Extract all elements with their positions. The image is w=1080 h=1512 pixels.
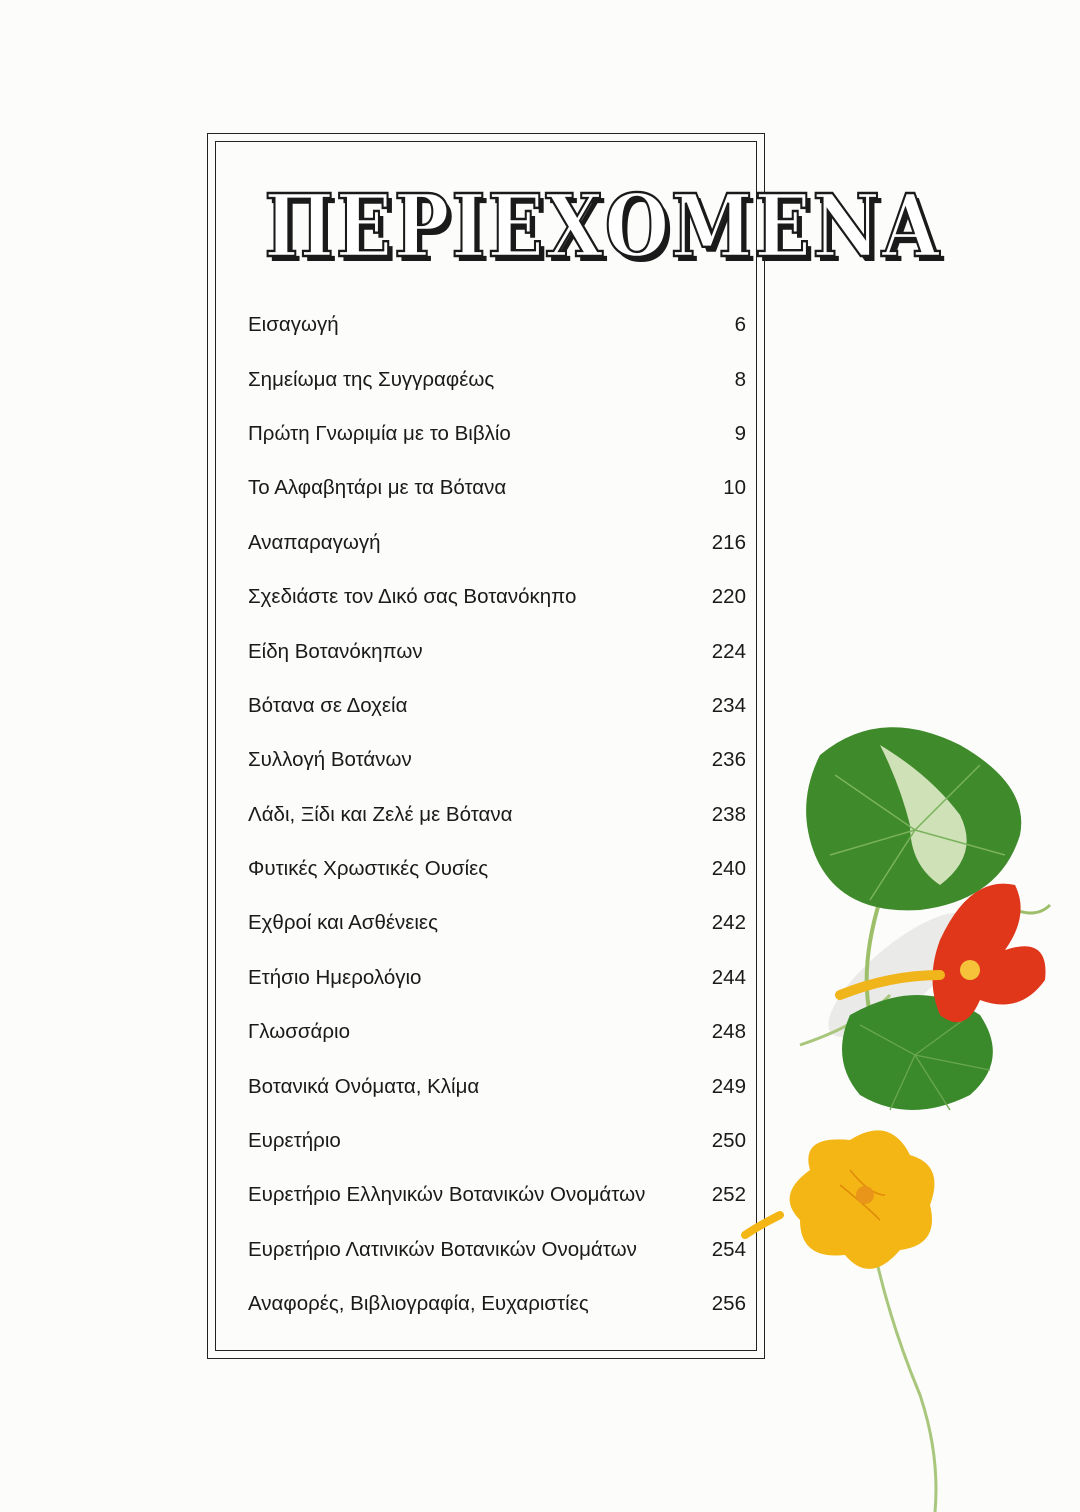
toc-entry-title: Σχεδιάστε τον Δικό σας Βοτανόκηπο xyxy=(248,585,577,609)
toc-entry-title: Λάδι, Ξίδι και Ζελέ με Βότανα xyxy=(248,802,513,826)
toc-entry-page-number: 248 xyxy=(711,1020,746,1044)
toc-entry-title: Βότανα σε Δοχεία xyxy=(248,693,408,717)
toc-entry xyxy=(238,951,750,1005)
toc-entry-title: Ετήσιο Ημερολόγιο xyxy=(248,965,422,989)
toc-entry-page-number: 254 xyxy=(711,1237,746,1261)
toc-entry xyxy=(238,352,750,406)
page-title: ΠΕΡΙΕΧΟΜΕΝΑ xyxy=(264,176,941,277)
toc-entry-title: Εχθροί και Ασθένειες xyxy=(248,911,438,935)
table-of-contents xyxy=(238,298,750,1331)
toc-entry xyxy=(238,679,750,733)
toc-entry xyxy=(238,624,750,678)
toc-entry-page-number: 224 xyxy=(711,639,746,663)
toc-entry-title: Γλωσσάριο xyxy=(248,1020,351,1044)
toc-entry xyxy=(238,407,750,461)
toc-entry xyxy=(238,461,750,515)
toc-entry-page-number: 220 xyxy=(711,585,746,609)
toc-entry-title: Αναφορές, Βιβλιογραφία, Ευχαριστίες xyxy=(248,1292,589,1316)
toc-entry-page-number: 242 xyxy=(711,911,746,935)
toc-entry-title: Βοτανικά Ονόματα, Κλίμα xyxy=(248,1074,480,1098)
toc-entry-title: Εισαγωγή xyxy=(248,313,339,337)
toc-entry-title: Ευρετήριο Ελληνικών Βοτανικών Ονομάτων xyxy=(248,1183,646,1207)
toc-entry-page-number: 10 xyxy=(723,476,746,500)
toc-entry-page-number: 9 xyxy=(734,421,746,445)
toc-entry-title: Φυτικές Χρωστικές Ουσίες xyxy=(248,857,489,881)
toc-entry xyxy=(238,733,750,787)
toc-entry-title: Ευρετήριο xyxy=(248,1129,341,1153)
toc-entry-title: Αναπαραγωγή xyxy=(248,530,381,554)
toc-entry xyxy=(238,896,750,950)
toc-entry-page-number: 244 xyxy=(711,965,746,989)
toc-entry-title: Ευρετήριο Λατινικών Βοτανικών Ονομάτων xyxy=(248,1237,637,1261)
toc-entry xyxy=(238,1005,750,1059)
toc-entry-page-number: 252 xyxy=(711,1183,746,1207)
toc-entry xyxy=(238,842,750,896)
toc-entry-title: Το Αλφαβητάρι με τα Βότανα xyxy=(248,476,507,500)
toc-entry xyxy=(238,516,750,570)
toc-entry-page-number: 236 xyxy=(711,748,746,772)
toc-entry xyxy=(238,1168,750,1222)
nasturtium-illustration xyxy=(740,715,1080,1512)
toc-entry-page-number: 250 xyxy=(711,1129,746,1153)
toc-entry-page-number: 256 xyxy=(711,1292,746,1316)
toc-entry-page-number: 240 xyxy=(711,857,746,881)
toc-entry-title: Σημείωμα της Συγγραφέως xyxy=(248,367,495,391)
toc-entry-page-number: 6 xyxy=(734,313,746,337)
toc-entry-page-number: 238 xyxy=(711,802,746,826)
toc-entry xyxy=(238,1114,750,1168)
toc-entry-title: Πρώτη Γνωριμία με το Βιβλίο xyxy=(248,421,511,445)
toc-entry xyxy=(238,1277,750,1331)
toc-entry-page-number: 234 xyxy=(711,693,746,717)
toc-entry-page-number: 249 xyxy=(711,1074,746,1098)
toc-entry-page-number: 216 xyxy=(711,530,746,554)
toc-entry xyxy=(238,1223,750,1277)
toc-entry-title: Είδη Βοτανόκηπων xyxy=(248,639,423,663)
toc-entry xyxy=(238,1059,750,1113)
toc-entry xyxy=(238,788,750,842)
toc-entry-title: Συλλογή Βοτάνων xyxy=(248,748,412,772)
toc-entry-page-number: 8 xyxy=(734,367,746,391)
toc-entry xyxy=(238,298,750,352)
toc-entry xyxy=(238,570,750,624)
